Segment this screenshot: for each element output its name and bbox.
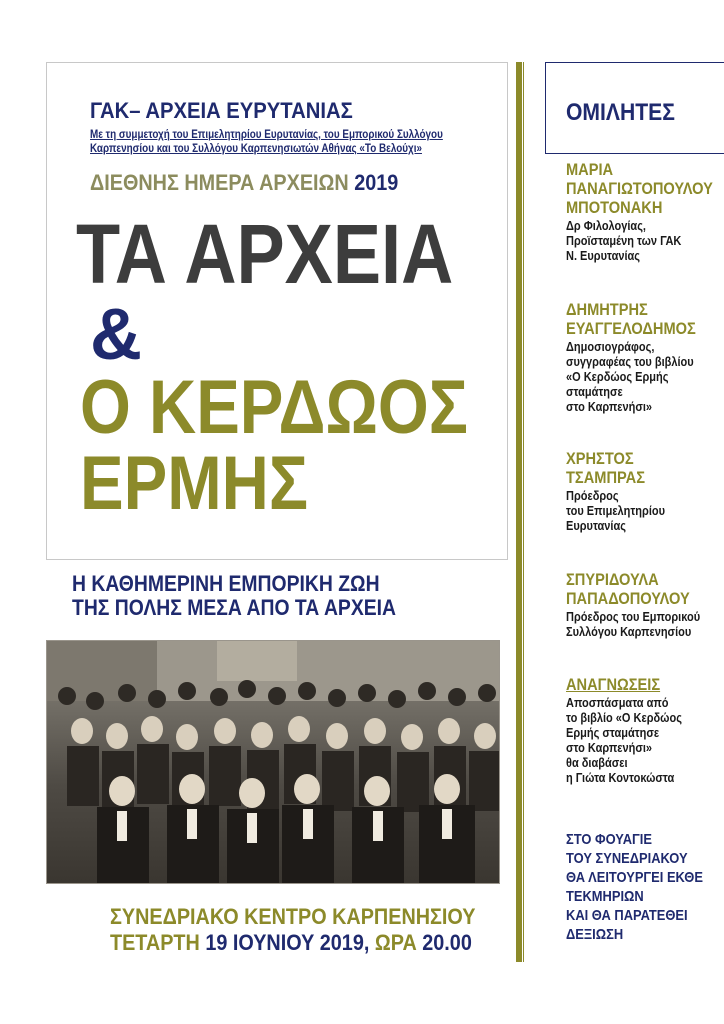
venue-and-date: ΣΥΝΕΔΡΙΑΚΟ ΚΕΝΤΡΟ ΚΑΡΠΕΝΗΣΙΟΥ ΤΕΤΑΡΤΗ 19 ΙΟΥΝΙΟΥ 2019, ΩΡΑ 20.00 [110,904,476,955]
speakers-header: ΟΜΙΛΗΤΕΣ [566,99,675,126]
speaker-1: ΜΑΡΙΑ ΠΑΝΑΓΙΩΤΟΠΟΥΛΟΥ ΜΠΟΤΟΝΑΚΗ Δρ Φιλολογίας, Προϊσταμένη των ΓΑΚ Ν. Ευρυτανίας [566,160,713,263]
group-photo [46,640,500,884]
participation-note: Με τη συμμετοχή του Επιμελητηρίου Ευρυτανίας, του Εμπορικού Συλλόγου Καρπενησίου και του Συλλόγου Καρπενησιωτών Αθήνας «Το Βελούχι» [90,129,443,155]
subtitle: Η ΚΑΘΗΜΕΡΙΝΗ ΕΜΠΟΡΙΚΗ ΖΩΗ ΤΗΣ ΠΟΛΗΣ ΜΕΣΑ ΑΠΟ ΤΑ ΑΡΧΕΙΑ [72,571,397,620]
column-divider [516,62,522,962]
group-photo-illustration [47,641,500,884]
readings: ΑΝΑΓΝΩΣΕΙΣ Αποσπάσματα από το βιβλίο «Ο Κερδώος Ερμής σταμάτησε στο Καρπενήσι» θα διαβάσει η Γιώτα Κοντοκώστα [566,675,682,785]
speaker-2: ΔΗΜΗΤΡΗΣ ΕΥΑΓΓΕΛΟΔΗΜΟΣ Δημοσιογράφος, συγγραφέας του βιβλίου «Ο Κερδώος Ερμής σταμάτησε στο Καρπενήσι» [566,300,696,414]
speaker-3: ΧΡΗΣΤΟΣ ΤΣΑΜΠΡΑΣ Πρόεδρος του Επιμελητηρίου Ευρυτανίας [566,449,665,533]
organizer-title: ΓΑΚ– ΑΡΧΕΙΑ ΕΥΡΥΤΑΝΙΑΣ [90,98,353,123]
main-title-line1: ΤΑ ΑΡΧΕΙΑ [76,207,454,301]
foyer-exhibition-note: ΣΤΟ ΦΟΥΑΓΙΕ ΤΟΥ ΣΥΝΕΔΡΙΑΚΟΥ ΘΑ ΛΕΙΤΟΥΡΓΕΙ ΕΚΘΕ ΤΕΚΜΗΡΙΩΝ ΚΑΙ ΘΑ ΠΑΡΑΤΕΘΕΙ ΔΕΞΙΩΣΗ [566,831,703,943]
main-title-ampersand: & [90,295,142,375]
archives-day: ΔΙΕΘΝΗΣ ΗΜΕΡΑ ΑΡΧΕΙΩΝ 2019 [90,170,399,195]
main-title-hermes: Ο ΚΕΡΔΩΟΣ ΕΡΜΗΣ [80,365,468,526]
speakers-header-box [545,62,724,154]
speaker-4: ΣΠΥΡΙΔΟΥΛΑ ΠΑΠΑΔΟΠΟΥΛΟΥ Πρόεδρος του Εμπορικού Συλλόγου Καρπενησίου [566,570,701,639]
